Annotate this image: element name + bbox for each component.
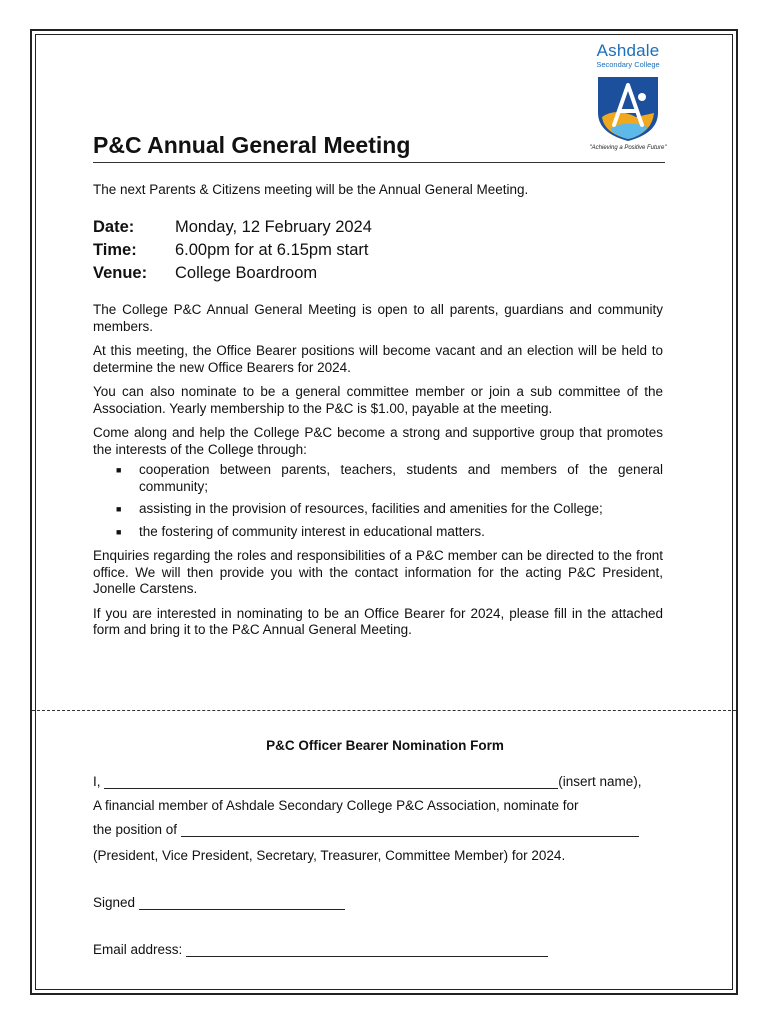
form-email-line [93, 942, 548, 957]
bullet-list [93, 462, 663, 540]
shield-icon [596, 73, 660, 143]
form-title: P&C Officer Bearer Nomination Form [266, 738, 504, 753]
detail-row-date [93, 216, 372, 239]
college-logo [586, 42, 670, 162]
detail-value: College Boardroom [175, 264, 318, 282]
list-item [116, 524, 663, 541]
detail-label: Date: [93, 218, 135, 236]
meeting-details [93, 216, 372, 285]
body-text [93, 302, 663, 647]
signature-field[interactable] [139, 895, 345, 910]
form-label: Signed [93, 895, 136, 910]
paragraph: The College P&C Annual General Meeting is open to all parents, guardians and community members. [93, 302, 663, 334]
list-item [116, 501, 663, 518]
paragraph: You can also nominate to be a general committee member or join a sub committee of the Association. Yearly membership to the P&C is $1.00, payable at the meeting. [93, 384, 663, 416]
logo-subtitle: Secondary College [596, 60, 660, 69]
bullet-icon: ■ [116, 504, 122, 514]
list-item-text: the fostering of community interest in educational matters. [139, 523, 485, 539]
form-label: Email address: [93, 942, 183, 957]
form-name-line [93, 774, 642, 789]
form-label: (insert name), [558, 774, 642, 789]
intro-text: The next Parents & Citizens meeting will be the Annual General Meeting. [93, 182, 529, 197]
detail-row-time [93, 239, 372, 262]
form-position-line [93, 822, 639, 837]
detail-row-venue [93, 262, 372, 285]
list-item-text: assisting in the provision of resources, facilities and amenities for the College; [139, 501, 603, 516]
logo-name: Ashdale [596, 41, 660, 60]
bullet-icon: ■ [116, 465, 122, 475]
form-signed-line [93, 895, 345, 910]
detail-label: Time: [93, 241, 137, 259]
detail-value: Monday, 12 February 2024 [175, 218, 372, 236]
paragraph: Come along and help the College P&C become a strong and supportive group that promotes the interests of the College through: [93, 425, 663, 457]
form-statement: A financial member of Ashdale Secondary College P&C Association, nominate for [93, 798, 579, 813]
page-title: P&C Annual General Meeting [93, 132, 411, 158]
list-item-text: cooperation between parents, teachers, students and members of the general community; [139, 462, 663, 494]
paragraph: Enquiries regarding the roles and responsibilities of a P&C member can be directed to the front office. We will then provide you with the contact information for the acting P&C President, Jonelle Carstens. [93, 548, 663, 596]
list-item [116, 462, 663, 495]
name-field[interactable] [104, 774, 558, 789]
position-field[interactable] [181, 822, 639, 837]
title-divider [93, 162, 665, 163]
form-label: the position of [93, 822, 178, 837]
detail-value: 6.00pm for at 6.15pm start [175, 241, 369, 259]
form-label: I, [93, 774, 101, 789]
cut-line [32, 710, 736, 711]
form-positions-hint: (President, Vice President, Secretary, Treasurer, Committee Member) for 2024. [93, 848, 566, 863]
email-field[interactable] [186, 942, 548, 957]
paragraph: At this meeting, the Office Bearer positions will become vacant and an election will be held to determine the new Office Bearers for 2024. [93, 343, 663, 375]
detail-label: Venue: [93, 264, 148, 282]
bullet-icon: ■ [116, 526, 122, 537]
logo-motto: "Achieving a Positive Future" [589, 145, 667, 151]
paragraph: If you are interested in nominating to be an Office Bearer for 2024, please fill in the attached form and bring it to the P&C Annual General Meeting. [93, 605, 663, 637]
